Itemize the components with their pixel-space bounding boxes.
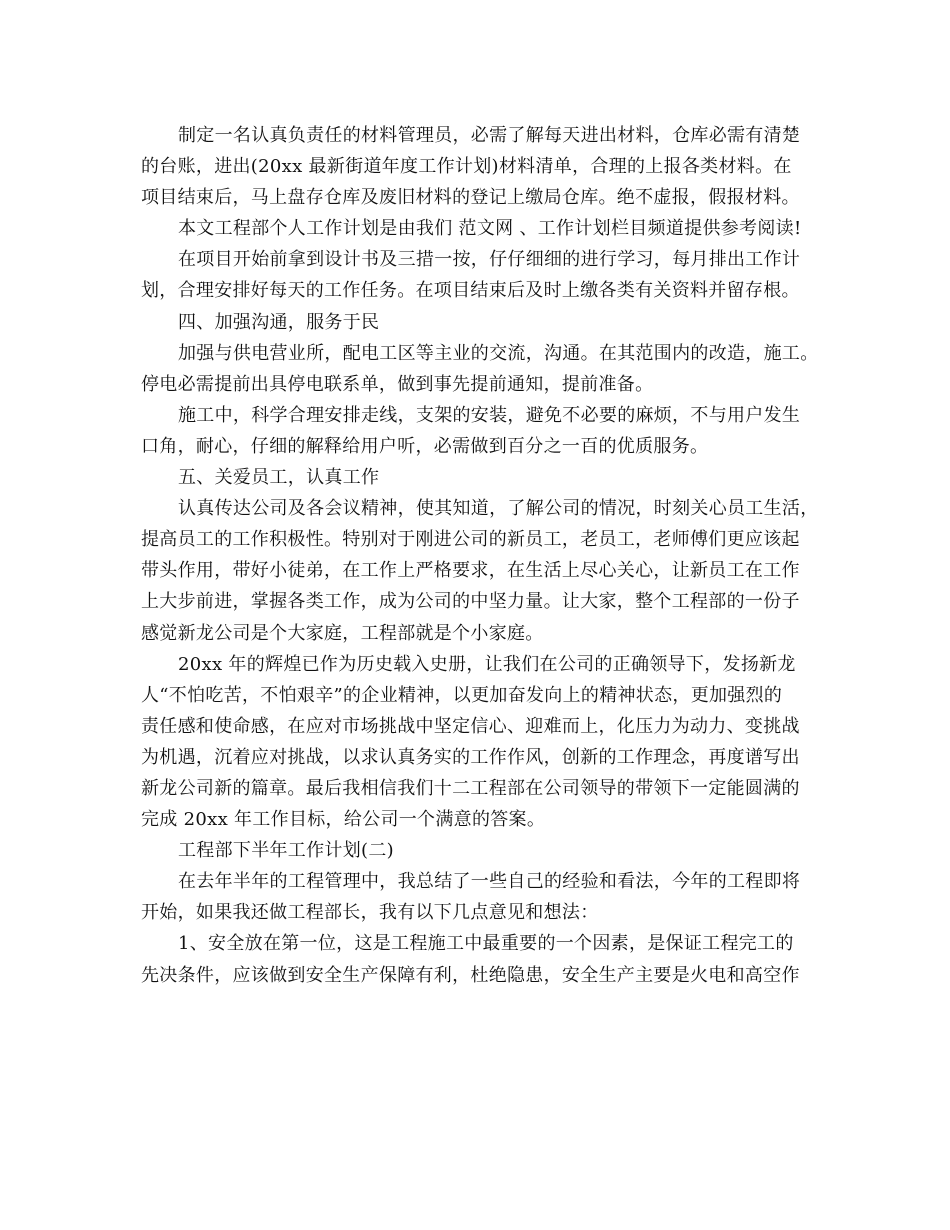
text-line: 开始，如果我还做工程部长，我有以下几点意见和想法： <box>141 902 599 924</box>
text-line: 划，合理安排好每天的工作任务。在项目结束后及时上缴各类有关资料并留存根。 <box>141 280 800 302</box>
text-line: 完成 20xx 年工作目标，给公司一个满意的答案。 <box>141 809 546 831</box>
text-line: 上大步前进，掌握各类工作，成为公司的中坚力量。让大家，整个工程部的一份子 <box>141 591 800 613</box>
text-line: 提高员工的工作积极性。特别对于刚进公司的新员工，老员工，老师傅们更应该起 <box>141 529 800 551</box>
text-line: 在去年半年的工程管理中，我总结了一些自己的经验和看法，今年的工程即将 <box>178 871 801 893</box>
text-line: 新龙公司新的篇章。最后我相信我们十二工程部在公司领导的带领下一定能圆满的 <box>141 777 800 799</box>
text-line: 本文工程部个人工作计划是由我们 范文网 、工作计划栏目频道提供参考阅读! <box>178 218 802 240</box>
text-line: 项目结束后，马上盘存仓库及废旧材料的登记上缴局仓库。绝不虚报，假报材料。 <box>141 187 800 209</box>
text-line: 口角，耐心，仔细的解释给用户听，必需做到百分之一百的优质服务。 <box>141 435 709 457</box>
document-body <box>141 120 821 991</box>
text-line: 1、安全放在第一位，这是工程施工中最重要的一个因素，是保证工程完工的 <box>178 933 794 955</box>
text-line: 五、关爱员工，认真工作 <box>178 467 380 489</box>
text-line: 责任感和使命感，在应对市场挑战中坚定信心、迎难而上，化压力为动力、变挑战 <box>141 715 800 737</box>
text-line: 制定一名认真负责任的材料管理员，必需了解每天进出材料，仓库必需有清楚 <box>178 125 801 146</box>
text-line: 在项目开始前拿到设计书及三措一按，仔仔细细的进行学习，每月排出工作计 <box>178 249 801 271</box>
text-line: 的台账，进出(20xx 最新街道年度工作计划)材料清单，合理的上报各类材料。在 <box>141 156 792 178</box>
text-line: 20xx 年的辉煌已作为历史载入史册，让我们在公司的正确领导下，发扬新龙 <box>178 653 796 675</box>
text-line: 四、加强沟通，服务于民 <box>178 311 380 333</box>
text-line: 施工中，科学合理安排走线，支架的安装，避免不必要的麻烦，不与用户发生 <box>178 404 801 426</box>
text-line: 工程部下半年工作计划(二) <box>178 840 394 862</box>
text-line: 人“不怕吃苦，不怕艰辛”的企业精神，以更加奋发向上的精神状态，更加强烈的 <box>141 684 783 706</box>
text-line: 先决条件，应该做到安全生产保障有利，杜绝隐患，安全生产主要是火电和高空作 <box>141 964 800 986</box>
text-line: 为机遇，沉着应对挑战，以求认真务实的工作作风，创新的工作理念，再度谱写出 <box>141 746 800 768</box>
text-line: 停电必需提前出具停电联系单，做到事先提前通知，提前准备。 <box>141 373 654 395</box>
text-line: 认真传达公司及各会议精神，使其知道，了解公司的情况，时刻关心员工生活， <box>178 498 819 520</box>
text-line: 感觉新龙公司是个大家庭，工程部就是个小家庭。 <box>141 622 544 644</box>
text-line: 带头作用，带好小徒弟，在工作上严格要求，在生活上尽心关心，让新员工在工作 <box>141 560 800 582</box>
text-line: 加强与供电营业所，配电工区等主业的交流，沟通。在其范围内的改造，施工。 <box>178 342 819 364</box>
